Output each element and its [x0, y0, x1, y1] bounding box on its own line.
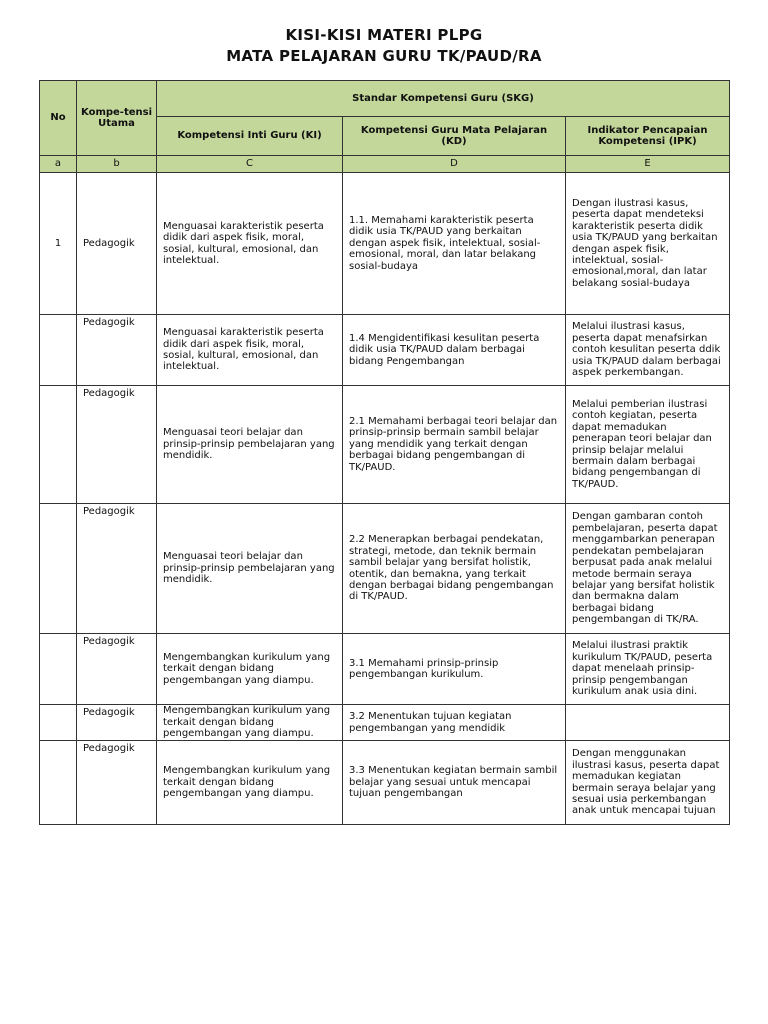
kompetensi-kd-cell: 2.1 Memahami berbagai teori belajar dan prinsip-prinsip bermain sambil belajar yang mendidik yang terkait dengan berbagai bidang pengembangan di TK/PAUD. [343, 386, 566, 504]
kisi-kisi-table [39, 80, 730, 825]
kompetensi-kd-cell: 1.4 Mengidentifikasi kesulitan peserta didik usia TK/PAUD dalam berbagai bidang Pengembangan [343, 315, 566, 386]
row-number [40, 705, 77, 741]
row-number [40, 634, 77, 705]
table-row [40, 741, 730, 825]
table-row [40, 173, 730, 315]
header-ki: Kompetensi Inti Guru (KI) [157, 117, 343, 156]
column-letter: E [566, 156, 730, 173]
row-number: 1 [40, 173, 77, 315]
indikator-ipk-cell: Melalui ilustrasi praktik kurikulum TK/PAUD, peserta dapat menelaah prinsip-prinsip pengembangan kurikulum anak usia dini. [566, 634, 730, 705]
header-kompetensi-utama: Kompe-tensi Utama [77, 81, 157, 156]
kompetensi-utama-cell: Pedagogik [77, 386, 157, 504]
table-row [40, 634, 730, 705]
table-row [40, 386, 730, 504]
table-row [40, 705, 730, 741]
document-subtitle: MATA PELAJARAN GURU TK/PAUD/RA [226, 47, 542, 65]
row-number [40, 741, 77, 825]
indikator-ipk-cell [566, 705, 730, 741]
kompetensi-inti-cell: Mengembangkan kurikulum yang terkait dengan bidang pengembangan yang diampu. [157, 705, 343, 741]
header-no: No [40, 81, 77, 156]
indikator-ipk-cell: Dengan gambaran contoh pembelajaran, peserta dapat menggambarkan penerapan pendekatan pembelajaran berpusat pada anak melalui metode bermain seraya belajar yang bersifat holistik dan bermakna dalam berbagai bidang pengembangan di TK/RA. [566, 504, 730, 634]
column-letter: a [40, 156, 77, 173]
kompetensi-inti-cell: Menguasai teori belajar dan prinsip-prinsip pembelajaran yang mendidik. [157, 504, 343, 634]
column-letter-row [40, 156, 730, 173]
column-letter: D [343, 156, 566, 173]
kompetensi-utama-cell: Pedagogik [77, 634, 157, 705]
row-number [40, 386, 77, 504]
kompetensi-utama-cell: Pedagogik [77, 705, 157, 741]
column-letter: b [77, 156, 157, 173]
row-number [40, 315, 77, 386]
column-letter: C [157, 156, 343, 173]
kompetensi-utama-cell: Pedagogik [77, 741, 157, 825]
table-row [40, 504, 730, 634]
row-number [40, 504, 77, 634]
kompetensi-inti-cell: Mengembangkan kurikulum yang terkait dengan bidang pengembangan yang diampu. [157, 741, 343, 825]
kompetensi-kd-cell: 3.2 Menentukan tujuan kegiatan pengembangan yang mendidik [343, 705, 566, 741]
kompetensi-utama-cell: Pedagogik [77, 504, 157, 634]
header-ipk: Indikator Pencapaian Kompetensi (IPK) [566, 117, 730, 156]
kompetensi-kd-cell: 1.1. Memahami karakteristik peserta didik usia TK/PAUD yang berkaitan dengan aspek fisik, intelektual, sosial-emosional, moral, dan latar belakang sosial-budaya [343, 173, 566, 315]
header-kd: Kompetensi Guru Mata Pelajaran (KD) [343, 117, 566, 156]
kompetensi-inti-cell: Menguasai teori belajar dan prinsip-prinsip pembelajaran yang mendidik. [157, 386, 343, 504]
table-row [40, 315, 730, 386]
kompetensi-inti-cell: Menguasai karakteristik peserta didik dari aspek fisik, moral, sosial, kultural, emosional, dan intelektual. [157, 315, 343, 386]
kompetensi-utama-cell: Pedagogik [77, 315, 157, 386]
kompetensi-inti-cell: Menguasai karakteristik peserta didik dari aspek fisik, moral, sosial, kultural, emosional, dan intelektual. [157, 173, 343, 315]
indikator-ipk-cell: Melalui ilustrasi kasus, peserta dapat menafsirkan contoh kesulitan peserta ddik usia TK/PAUD dalam berbagai aspek perkembangan. [566, 315, 730, 386]
kompetensi-kd-cell: 3.1 Memahami prinsip-prinsip pengembangan kurikulum. [343, 634, 566, 705]
indikator-ipk-cell: Melalui pemberian ilustrasi contoh kegiatan, peserta dapat memadukan penerapan teori belajar dan prinsip belajar melalui bermain dalam berbagai bidang pengembangan di TK/PAUD. [566, 386, 730, 504]
kompetensi-kd-cell: 2.2 Menerapkan berbagai pendekatan, strategi, metode, dan teknik bermain sambil belajar yang bersifat holistik, otentik, dan bemakna, yang terkait dengan berbagai bidang pengembangan di TK/PAUD. [343, 504, 566, 634]
document-title: KISI-KISI MATERI PLPG [285, 26, 483, 44]
kompetensi-kd-cell: 3.3 Menentukan kegiatan bermain sambil belajar yang sesuai untuk mencapai tujuan pengembangan [343, 741, 566, 825]
kompetensi-inti-cell: Mengembangkan kurikulum yang terkait dengan bidang pengembangan yang diampu. [157, 634, 343, 705]
indikator-ipk-cell: Dengan menggunakan ilustrasi kasus, peserta dapat memadukan kegiatan bermain seraya belajar yang sesuai usia perkembangan anak untuk mencapai tujuan [566, 741, 730, 825]
kompetensi-utama-cell: Pedagogik [77, 173, 157, 315]
indikator-ipk-cell: Dengan ilustrasi kasus, peserta dapat mendeteksi karakteristik peserta didik usia TK/PAUD yang berkaitan dengan aspek fisik, intelektual, sosial-emosional,moral, dan latar belakang sosial-budaya [566, 173, 730, 315]
header-skg: Standar Kompetensi Guru (SKG) [157, 81, 730, 117]
